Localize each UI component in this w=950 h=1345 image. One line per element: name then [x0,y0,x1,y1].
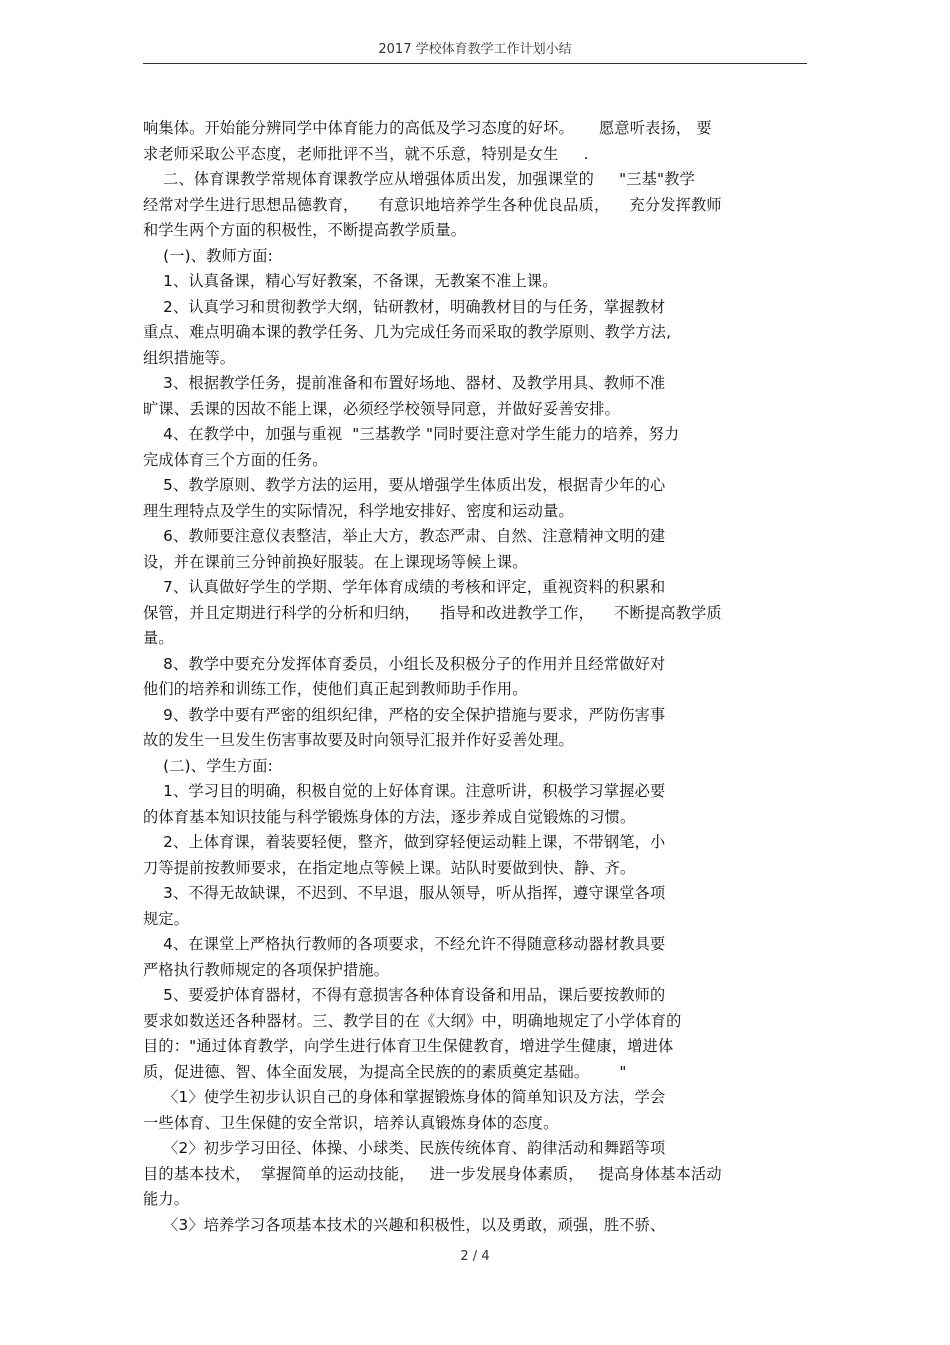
text-line: 7、认真做好学生的学期、学年体育成绩的考核和评定，重视资料的积累和 [143,578,666,596]
text-line: 〈1〉使学生初步认识自己的身体和掌握锻炼身体的简单知识及方法，学会 [143,1088,666,1106]
text-line: 〈3〉培养学习各项基本技术的兴趣和积极性，以及勇敢，顽强，胜不骄、 [143,1215,666,1234]
text-line: 5、要爱护体育器材，不得有意损害各种体育设备和用品，课后要按教师的 [143,986,666,1004]
text-line: 3、根据教学任务，提前准备和布置好场地、器材、及教学用具、教师不准 [143,374,666,392]
text-line: 他们的培养和训练工作，使他们真正起到教师助手作用。 [143,680,528,698]
text-line: 〈2〉初步学习田径、体操、小球类、民族传统体育、韵律活动和舞蹈等项 [143,1139,666,1157]
text-line: 目的："通过体育教学，向学生进行体育卫生保健教育，增进学生健康，增进体 [143,1037,674,1055]
text-line: 设，并在课前三分钟前换好服装。在上课现场等候上课。 [143,552,528,571]
text-line: 1、认真备课，精心写好教案，不备课，无教案不准上课。 [143,272,558,290]
text-line: 要求如数送还各种器材。三、教学目的在《大纲》中，明确地规定了小学体育的 [143,1011,682,1030]
text-line: 5、教学原则、教学方法的运用，要从增强学生体质出发，根据青少年的心 [143,476,666,494]
text-line: 一些体育、卫生保健的安全常识，培养认真锻炼身体的态度。 [143,1113,559,1132]
text-line: 理生理特点及学生的实际情况，科学地安排好、密度和运动量。 [143,501,574,520]
header-divider [143,63,807,64]
text-line: 2、认真学习和贯彻教学大纲，钻研教材，明确教材目的与任务，掌握教材 [143,297,666,316]
text-line: 规定。 [143,909,190,928]
text-line: 故的发生一旦发生伤害事故要及时向领导汇报并作好妥善处理。 [143,731,574,749]
text-line: 经常对学生进行思想品德教育， 有意识地培养学生各种优良品质， 充分发挥教师 [143,195,722,214]
text-line: 响集体。开始能分辨同学中体育能力的高低及学习态度的好坏。 愿意听表扬， 要 [143,119,712,137]
page-number: 2 / 4 [460,1249,490,1264]
text-line: 6、教师要注意仪表整洁，举止大方，教态严肃、自然、注意精神文明的建 [143,527,666,545]
text-line: 能力。 [143,1190,190,1208]
text-line: 保管，并且定期进行科学的分析和归纳， 指导和改进教学工作， 不断提高教学质 [143,603,722,622]
document-body [143,116,813,1238]
text-line: 3、不得无故缺课，不迟到、不早退，服从领导，听从指挥，遵守课堂各项 [143,884,666,902]
text-line: 8、教学中要充分发挥体育委员，小组长及积极分子的作用并且经常做好对 [143,654,666,673]
text-line: 严格执行教师规定的各项保护措施。 [143,960,390,979]
text-line: 量。 [143,629,174,647]
text-line: 旷课、丢课的因故不能上课，必须经学校领导同意，并做好妥善安排。 [143,399,621,418]
text-line: 组织措施等。 [143,348,236,367]
text-line: 9、教学中要有严密的组织纪律，严格的安全保护措施与要求，严防伤害事 [143,705,666,724]
text-line: 求老师采取公平态度，老师批评不当，就不乐意，特别是女生 . [143,144,589,163]
text-line: 4、在教学中，加强与重视 "三基教学 "同时要注意对学生能力的培养，努力 [143,425,680,443]
text-line: 2、上体育课，着装要轻便，整齐，做到穿轻便运动鞋上课，不带钢笔，小 [143,833,666,851]
text-line: 刀等提前按教师要求，在指定地点等候上课。站队时要做到快、静、齐。 [143,858,636,877]
text-line: (二)、学生方面: [143,756,274,775]
text-line: 1、学习目的明确，积极自觉的上好体育课。注意听讲，积极学习掌握必要 [143,782,666,800]
text-line: 目的基本技术， 掌握简单的运动技能， 进一步发展身体素质， 提高身体基本活动 [143,1164,722,1183]
text-line: 的体育基本知识技能与科学锻炼身体的方法，逐步养成自觉锻炼的习惯。 [143,807,636,826]
text-line: 二、体育课教学常规体育课教学应从增强体质出发，加强课堂的 "三基"教学 [143,170,696,188]
text-line: 重点、难点明确本课的教学任务、几为完成任务而采取的教学原则、教学方法, [143,323,672,341]
text-line: 4、在课堂上严格执行教师的各项要求，不经允许不得随意移动器材教具要 [143,935,666,953]
text-line: 和学生两个方面的积极性，不断提高教学质量。 [143,221,467,239]
text-line: (一)、教师方面: [143,246,274,265]
text-line: 质，促进德、智、体全面发展，为提高全民族的的素质奠定基础。 " [143,1062,627,1081]
text-line: 完成体育三个方面的任务。 [143,450,328,469]
page-header: 2017 学校体育教学工作计划小结 [378,42,572,57]
